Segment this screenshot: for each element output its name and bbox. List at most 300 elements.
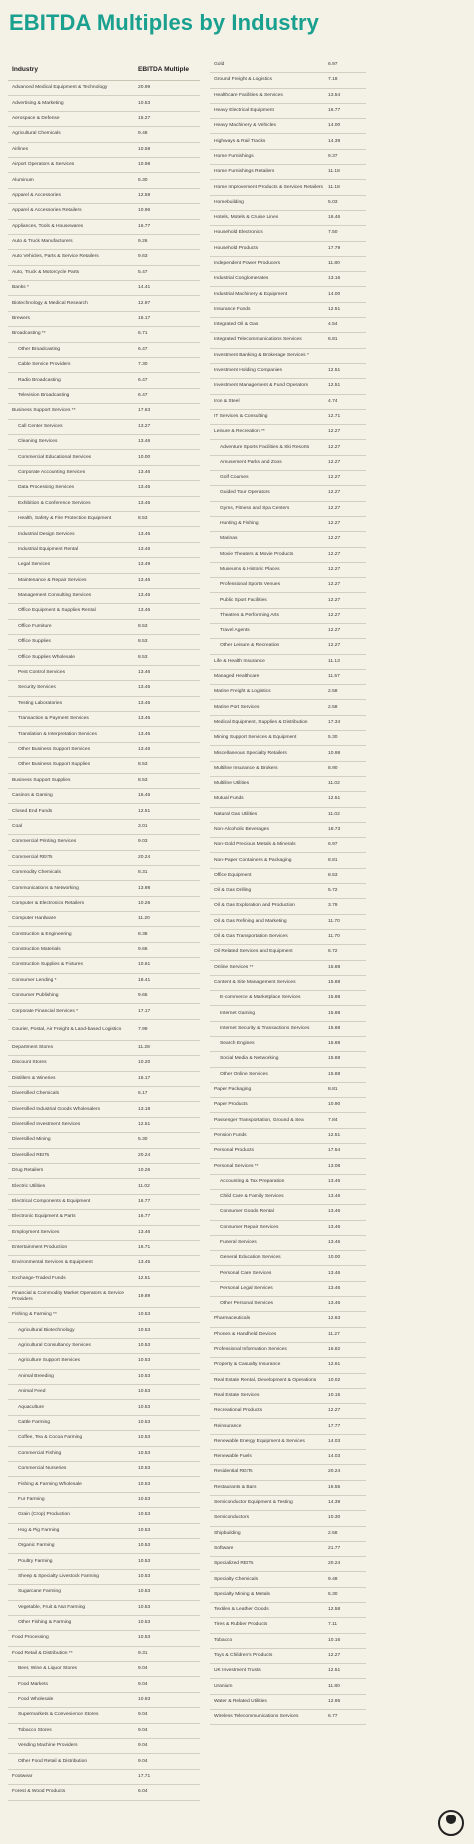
ebitda-multiple-value: 12.97 xyxy=(138,300,151,306)
table-row xyxy=(8,727,200,742)
industry-name: Personal Legal Services xyxy=(220,1285,273,1291)
ebitda-multiple-value: 12.71 xyxy=(328,413,341,419)
table-row xyxy=(210,624,366,639)
industry-name: Passenger Transportation, Ground & Sea xyxy=(214,1117,304,1123)
ebitda-multiple-value: 14.41 xyxy=(138,285,151,291)
industry-name: Agricultural Consultancy Services xyxy=(18,1343,91,1349)
industry-column-header: Industry xyxy=(12,65,39,73)
industry-name: Construction & Engineering xyxy=(12,931,72,937)
table-row xyxy=(210,1282,366,1297)
industry-name: Aerospace & Defense xyxy=(12,115,60,121)
ebitda-multiple-value: 7.99 xyxy=(138,1026,148,1032)
industry-name: Specialty Chemicals xyxy=(214,1576,259,1582)
industry-name: Advanced Medical Equipment & Technology xyxy=(12,85,108,91)
ebitda-multiple-value: 12.27 xyxy=(328,459,341,465)
industry-name: Gold xyxy=(214,62,225,68)
table-row xyxy=(210,655,366,670)
table-row xyxy=(210,1144,366,1159)
ebitda-multiple-value: 12.27 xyxy=(328,521,341,527)
table-row xyxy=(8,96,200,111)
industry-name: Non-Paper Containers & Packaging xyxy=(214,857,292,863)
ebitda-multiple-value: 12.27 xyxy=(328,490,341,496)
ebitda-multiple-value: 5.03 xyxy=(328,199,338,205)
ebitda-multiple-value: 10.53 xyxy=(138,1343,151,1349)
ebitda-multiple-value: 16.77 xyxy=(138,1214,151,1220)
table-row xyxy=(8,189,200,204)
table-row xyxy=(210,670,366,685)
industry-name: Recreational Products xyxy=(214,1408,263,1414)
table-row xyxy=(210,731,366,746)
table-row xyxy=(8,1493,200,1508)
industry-name: Food Markets xyxy=(18,1681,48,1687)
industry-name: Diversified Investment Services xyxy=(12,1121,81,1127)
ebitda-multiple-value: 12.27 xyxy=(328,566,341,572)
industry-name: Electronic Equipment & Parts xyxy=(12,1214,76,1220)
table-row xyxy=(210,257,366,272)
table-row xyxy=(8,1072,200,1087)
ebitda-multiple-value: 14.00 xyxy=(328,123,341,129)
ebitda-multiple-value: 12.63 xyxy=(328,1316,341,1322)
table-row xyxy=(210,1649,366,1664)
table-row xyxy=(8,758,200,773)
ebitda-multiple-value: 9.04 xyxy=(138,1712,148,1718)
industry-name: Leisure & Recreation ** xyxy=(214,429,265,435)
industry-name: Security Services xyxy=(18,685,56,691)
ebitda-multiple-value: 10.53 xyxy=(138,1404,151,1410)
industry-name: Discount Stores xyxy=(12,1060,47,1066)
table-row xyxy=(8,527,200,542)
industry-name: Other Online Services xyxy=(220,1071,268,1077)
ebitda-multiple-value: 16.46 xyxy=(138,793,151,799)
table-row xyxy=(210,762,366,777)
ebitda-multiple-value: 5.30 xyxy=(138,177,148,183)
ebitda-multiple-value: 12.51 xyxy=(138,808,151,814)
table-row xyxy=(210,1710,366,1725)
table-row xyxy=(210,226,366,241)
table-row xyxy=(8,435,200,450)
industry-name: Corporate Accounting Services xyxy=(18,469,86,475)
industry-name: Beer, Wine & Liquor Stores xyxy=(18,1666,77,1672)
table-row xyxy=(210,1511,366,1526)
industry-name: Exhibition & Conference Services xyxy=(18,500,91,506)
ebitda-multiple-value: 10.61 xyxy=(138,962,151,968)
ebitda-multiple-value: 17.71 xyxy=(138,1773,151,1779)
table-row xyxy=(210,1481,366,1496)
industry-name: Marine Freight & Logistics xyxy=(214,689,271,695)
industry-name: Oil & Gas Exploration and Production xyxy=(214,903,296,909)
table-row xyxy=(210,1037,366,1052)
ebitda-multiple-value: 6.81 xyxy=(328,337,338,343)
table-row xyxy=(8,789,200,804)
table-row xyxy=(8,1102,200,1117)
industry-name: Marine Port Services xyxy=(214,704,260,710)
ebitda-multiple-value: 10.53 xyxy=(138,1373,151,1379)
industry-name: Heavy Electrical Equipment xyxy=(214,108,274,114)
industry-name: Industrial Design Services xyxy=(18,531,75,537)
ebitda-multiple-value: 17.17 xyxy=(138,1008,151,1014)
industry-name: Broadcasting ** xyxy=(12,331,46,337)
industry-name: Advertising & Marketing xyxy=(12,100,64,106)
industry-name: General Education Services xyxy=(220,1255,281,1261)
industry-name: Cattle Farming xyxy=(18,1420,51,1425)
table-row xyxy=(8,81,200,96)
table-row xyxy=(210,364,366,379)
industry-name: Search Engines xyxy=(220,1041,255,1047)
table-row xyxy=(210,1159,366,1174)
ebitda-multiple-value: 12.51 xyxy=(328,1132,341,1138)
table-row xyxy=(210,1083,366,1098)
ebitda-multiple-value: 11.18 xyxy=(328,184,340,190)
ebitda-multiple-value: 20.24 xyxy=(138,854,151,860)
table-row xyxy=(210,1297,366,1312)
table-row xyxy=(210,165,366,180)
table-row xyxy=(8,1724,200,1739)
ebitda-multiple-value: 20.24 xyxy=(328,1561,341,1567)
table-row xyxy=(8,1431,200,1446)
industry-name: Semiconductor Equipment & Testing xyxy=(214,1500,293,1506)
ebitda-multiple-value: 13.46 xyxy=(138,716,151,722)
industry-name: Distillers & Wineries xyxy=(12,1075,56,1081)
industry-name: Oil & Gas Refining and Marketing xyxy=(214,918,287,924)
industry-name: Non-Gold Precious Metals & Minerals xyxy=(214,842,296,848)
table-row xyxy=(8,1004,200,1019)
table-row xyxy=(210,395,366,410)
table-row xyxy=(8,943,200,958)
table-row xyxy=(210,272,366,287)
industry-name: Marinas xyxy=(220,536,238,542)
ebitda-multiple-value: 6.97 xyxy=(328,842,338,848)
industry-name: Highways & Rail Tracks xyxy=(214,138,266,144)
industry-name: Vending Machine Providers xyxy=(18,1743,78,1749)
ebitda-multiple-value: 15.88 xyxy=(328,1010,341,1016)
industry-name: Home Improvement Products & Services Retailers xyxy=(214,184,323,190)
ebitda-multiple-value: 8.31 xyxy=(138,870,148,876)
ebitda-multiple-value: 13.46 xyxy=(138,670,151,676)
table-row xyxy=(8,835,200,850)
industry-name: Sugarcane Farming xyxy=(18,1589,61,1595)
ebitda-multiple-value: 10.00 xyxy=(138,454,151,460)
table-row xyxy=(210,1221,366,1236)
ebitda-multiple-value: 9.48 xyxy=(138,131,148,137)
industry-name: Professional Sports Venues xyxy=(220,582,281,588)
industry-name: Museums & Historic Places xyxy=(220,566,280,572)
table-row xyxy=(210,685,366,700)
table-row xyxy=(8,1447,200,1462)
ebitda-multiple-value: 13.46 xyxy=(328,1178,341,1184)
ebitda-multiple-value: 17.34 xyxy=(328,719,341,725)
industry-name: Entertainment Production xyxy=(12,1245,68,1251)
ebitda-multiple-value: 12.51 xyxy=(328,383,341,389)
industry-name: Forest & Wood Products xyxy=(12,1789,66,1795)
table-row xyxy=(210,1113,366,1128)
table-header xyxy=(8,58,200,81)
table-row xyxy=(8,1308,200,1323)
ebitda-multiple-value: 5.72 xyxy=(328,888,338,894)
industry-name: Guided Tour Operators xyxy=(220,490,270,496)
table-row xyxy=(8,1708,200,1723)
industry-name: Amusement Parks and Zoos xyxy=(220,459,282,465)
industry-name: Cleaning Services xyxy=(18,439,58,445)
ebitda-multiple-value: 11.02 xyxy=(138,1183,150,1189)
table-row xyxy=(210,89,366,104)
industry-name: Water & Related Utilities xyxy=(214,1698,267,1704)
ebitda-multiple-value: 16.17 xyxy=(138,1075,151,1081)
industry-name: Semiconductors xyxy=(214,1515,250,1521)
table-row xyxy=(210,976,366,991)
ebitda-multiple-value: 12.51 xyxy=(328,1668,341,1674)
table-row xyxy=(210,1557,366,1572)
industry-name: Office Equipment xyxy=(214,872,252,878)
ebitda-multiple-value: 15.88 xyxy=(328,1056,341,1062)
table-row xyxy=(8,1287,200,1308)
ebitda-multiple-value: 12.61 xyxy=(328,1362,341,1368)
industry-name: Professional Information Services xyxy=(214,1347,287,1353)
industry-name: Banks * xyxy=(12,285,29,291)
industry-name: Maintenance & Repair Services xyxy=(18,577,87,583)
table-row xyxy=(210,134,366,149)
table-row xyxy=(8,1354,200,1369)
ebitda-multiple-value: 10.53 xyxy=(138,1358,151,1364)
industry-name: Commercial Fishing xyxy=(18,1450,62,1456)
industry-name: Phones & Handheld Devices xyxy=(214,1331,277,1337)
ebitda-multiple-value: 7.84 xyxy=(328,1117,338,1123)
ebitda-multiple-value: 12.58 xyxy=(138,192,151,198)
ebitda-multiple-value: 11.20 xyxy=(138,916,150,922)
table-row xyxy=(8,296,200,311)
industry-name: Industrial Equipment Rental xyxy=(18,546,79,552)
ebitda-multiple-value: 8.81 xyxy=(328,857,338,863)
table-row xyxy=(8,1770,200,1785)
industry-name: Online Services ** xyxy=(214,964,254,970)
table-row xyxy=(8,327,200,342)
ebitda-multiple-value: 10.30 xyxy=(328,1515,341,1521)
industry-name: Specialty Mining & Metals xyxy=(214,1591,270,1597)
industry-name: Content & Site Management Services xyxy=(214,979,296,985)
ebitda-multiple-value: 13.46 xyxy=(138,731,151,737)
ebitda-multiple-value: 9.26 xyxy=(138,239,148,245)
table-row xyxy=(210,777,366,792)
industry-name: Fur Farming xyxy=(18,1496,45,1502)
table-row xyxy=(210,1098,366,1113)
ebitda-multiple-value: 8.53 xyxy=(138,762,148,768)
industry-name: Construction Materials xyxy=(12,947,61,953)
table-row xyxy=(210,242,366,257)
industry-name: Investment Management & Fund Operators xyxy=(214,383,309,389)
table-row xyxy=(210,609,366,624)
ebitda-multiple-value: 12.27 xyxy=(328,643,341,649)
ebitda-multiple-value: 14.39 xyxy=(328,138,341,144)
industry-name: Office Supplies xyxy=(18,639,51,645)
table-row xyxy=(8,1133,200,1148)
industry-name: Consumer Lending * xyxy=(12,977,57,983)
ebitda-multiple-value: 10.15 xyxy=(328,1392,341,1398)
ebitda-multiple-value: 13.98 xyxy=(138,885,151,891)
ebitda-multiple-value: 11.80 xyxy=(328,1683,340,1689)
industry-name: Aquaculture xyxy=(18,1404,45,1410)
table-row xyxy=(210,1496,366,1511)
table-row xyxy=(8,266,200,281)
ebitda-multiple-value: 6.47 xyxy=(138,377,148,383)
industry-name: Commercial Printing Services xyxy=(12,839,77,845)
industry-name: Internet Gaming xyxy=(220,1010,256,1016)
industry-name: Tobacco Stores xyxy=(18,1727,52,1733)
industry-name: Funeral Services xyxy=(220,1240,257,1245)
ebitda-multiple-value: 9.04 xyxy=(138,1727,148,1733)
table-row xyxy=(210,838,366,853)
ebitda-multiple-value: 6.71 xyxy=(138,331,148,337)
ebitda-multiple-value: 9.48 xyxy=(328,1576,338,1582)
table-row xyxy=(8,343,200,358)
industry-name: Residential REITs xyxy=(214,1469,253,1475)
industry-name: Commercial Educational Services xyxy=(18,454,92,460)
ebitda-multiple-value: 8.53 xyxy=(138,623,148,629)
ebitda-multiple-value: 5.30 xyxy=(328,1591,338,1597)
table-row xyxy=(8,1385,200,1400)
ebitda-multiple-value: 4.74 xyxy=(328,398,338,404)
table-row xyxy=(8,450,200,465)
table-row xyxy=(210,823,366,838)
ebitda-multiple-value: 13.46 xyxy=(138,746,151,752)
ebitda-multiple-value: 13.46 xyxy=(138,1229,151,1235)
table-row xyxy=(8,1508,200,1523)
table-row xyxy=(210,349,366,364)
industry-name: Consumer Publishing xyxy=(12,993,59,999)
industry-name: Animal Feed xyxy=(18,1389,46,1395)
ebitda-multiple-value: 10.53 xyxy=(138,1420,151,1425)
table-row xyxy=(8,1164,200,1179)
table-row xyxy=(210,1343,366,1358)
table-row xyxy=(210,930,366,945)
industry-name: Organic Farming xyxy=(18,1543,55,1549)
ebitda-multiple-value: 18.73 xyxy=(328,826,341,832)
industry-name: Employment Services xyxy=(12,1229,60,1235)
industry-name: Natural Gas Utilities xyxy=(214,811,258,817)
industry-name: Investment Holding Companies xyxy=(214,368,282,374)
table-row xyxy=(8,1647,200,1662)
ebitda-multiple-value: 10.53 xyxy=(138,1527,151,1533)
industry-name: Agricultural Biotechnology xyxy=(18,1327,75,1333)
table-row xyxy=(8,804,200,819)
industry-name: Vegetable, Fruit & Nut Farming xyxy=(18,1604,86,1610)
industry-name: Diversified Industrial Goods Wholesalers xyxy=(12,1106,101,1112)
ebitda-multiple-value: 13.46 xyxy=(138,439,151,445)
ebitda-multiple-value: 6.77 xyxy=(328,1714,338,1720)
table-row xyxy=(8,497,200,512)
table-row xyxy=(8,604,200,619)
ebitda-multiple-value: 6.72 xyxy=(328,949,338,955)
table-row xyxy=(210,486,366,501)
ebitda-multiple-value: 13.49 xyxy=(138,562,151,568)
table-row xyxy=(210,700,366,715)
industry-name: Oil Related Services and Equipment xyxy=(214,949,293,955)
table-row xyxy=(210,991,366,1006)
table-row xyxy=(8,881,200,896)
table-row xyxy=(210,1435,366,1450)
ebitda-multiple-value: 6.47 xyxy=(138,393,148,398)
table-row xyxy=(8,1739,200,1754)
industry-name: Other Business Support Supplies xyxy=(18,762,91,768)
ebitda-multiple-value: 9.04 xyxy=(138,1743,148,1749)
table-row xyxy=(8,620,200,635)
ebitda-multiple-value: 13.46 xyxy=(328,1301,341,1307)
ebitda-multiple-value: 13.16 xyxy=(328,276,341,282)
table-row xyxy=(210,869,366,884)
table-row xyxy=(210,1588,366,1603)
industry-name: Oil & Gas Drilling xyxy=(214,888,252,894)
ebitda-multiple-value: 15.88 xyxy=(328,1071,341,1077)
industry-name: Cable Service Providers xyxy=(18,362,71,368)
table-row xyxy=(210,1695,366,1710)
table-row xyxy=(210,746,366,761)
industry-name: Aluminum xyxy=(12,177,34,183)
table-row xyxy=(210,1542,366,1557)
industry-name: Other Personal Services xyxy=(220,1301,274,1307)
industry-name: Golf Courses xyxy=(220,475,249,481)
industry-name: Brewers xyxy=(12,316,30,322)
industry-name: Coffee, Tea & Cocoa Farming xyxy=(18,1435,83,1441)
ebitda-multiple-value: 12.27 xyxy=(328,475,341,481)
ebitda-multiple-value: 13.46 xyxy=(328,1285,341,1291)
table-row xyxy=(8,712,200,727)
industry-name: Property & Casualty Insurance xyxy=(214,1362,281,1368)
industry-name: Multiline Utilities xyxy=(214,781,250,787)
industry-name: Independent Power Producers xyxy=(214,261,281,266)
table-row xyxy=(8,1416,200,1431)
ebitda-multiple-value: 10.26 xyxy=(138,1168,151,1174)
ebitda-multiple-value: 12.27 xyxy=(328,536,341,542)
industry-name: Radio Broadcasting xyxy=(18,377,61,383)
industry-name: Sheep & Specialty Livestock Farming xyxy=(18,1573,100,1579)
industry-name: Financial & Commodity Market Operators & Service Providers xyxy=(12,1291,124,1303)
ebitda-multiple-value: 13.45 xyxy=(138,1260,151,1266)
industry-name: Movie Theaters & Movie Products xyxy=(220,551,294,557)
ebitda-multiple-value: 5.30 xyxy=(328,735,338,741)
industry-name: Airport Operators & Services xyxy=(12,162,75,168)
table-row xyxy=(8,158,200,173)
table-row xyxy=(8,635,200,650)
ebitda-multiple-value: 10.53 xyxy=(138,1466,151,1472)
table-row xyxy=(210,1419,366,1434)
industry-name: Industrial Conglomerates xyxy=(214,276,269,282)
table-row xyxy=(8,558,200,573)
table-row xyxy=(8,1601,200,1616)
ebitda-multiple-value: 16.46 xyxy=(328,215,341,221)
table-row xyxy=(8,1677,200,1692)
ebitda-multiple-value: 19.89 xyxy=(138,1294,151,1300)
ebitda-multiple-value: 6.47 xyxy=(138,346,148,352)
ebitda-multiple-value: 10.53 xyxy=(138,1435,151,1441)
ebitda-multiple-value: 10.53 xyxy=(138,1589,151,1595)
ebitda-multiple-value: 15.88 xyxy=(328,1041,341,1047)
table-row xyxy=(8,1149,200,1164)
ebitda-multiple-value: 9.63 xyxy=(138,254,148,260)
logo-face-icon xyxy=(446,1815,456,1824)
industry-name: Personal Services ** xyxy=(214,1163,259,1169)
ebitda-multiple-value: 15.88 xyxy=(328,1025,341,1031)
table-row xyxy=(8,1210,200,1225)
ebitda-multiple-value: 13.46 xyxy=(138,593,151,599)
ebitda-multiple-value: 11.70 xyxy=(328,934,340,940)
industry-name: Specialized REITs xyxy=(214,1561,254,1567)
table-row xyxy=(8,1056,200,1071)
ebitda-multiple-value: 13.46 xyxy=(138,469,151,475)
industry-name: Iron & Steel xyxy=(214,398,240,404)
ebitda-multiple-value: 7.30 xyxy=(138,362,148,368)
table-row xyxy=(210,1450,366,1465)
table-row xyxy=(8,220,200,235)
table-row xyxy=(8,1323,200,1338)
industry-name: Investment Banking & Brokerage Services * xyxy=(214,352,309,358)
